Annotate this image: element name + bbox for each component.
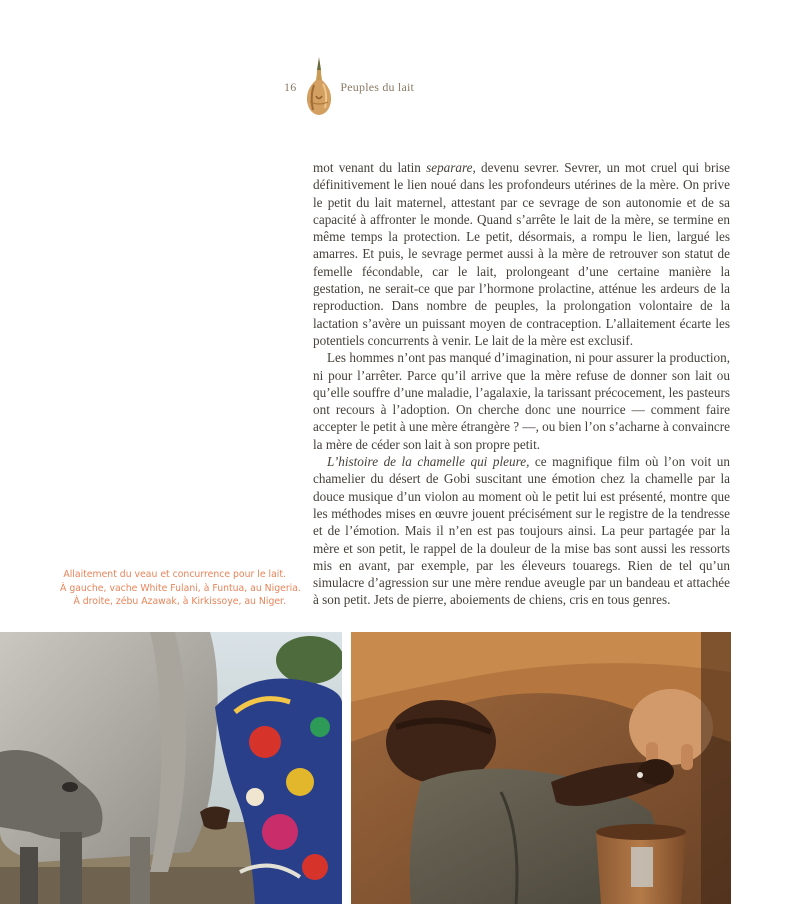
gourd-icon xyxy=(304,56,334,118)
page-number: 16 xyxy=(284,79,297,94)
photo-caption xyxy=(60,568,301,609)
paragraph-2: Les hommes n’ont pas manqué d’imagination, ni pour assurer la production, ni pour l’arrêter. Parce qu’il arrive que la mère refuse de donner son lait ou qu’elle souffre d’une maladie, l’agalaxie, la tarissant précocement, les pasteurs ont recours à l’adoption. On cherche donc une nourrice — comment faire accepter le petit à une mère étrangère ? —, ou bien l’on s’acharne à convaincre la mère de céder son lait à son propre petit. xyxy=(313,350,731,452)
paragraph-3-rest: ce magnifique film où l’on voit un chamelier du désert de Gobi suscitant une émotion chez la chamelle par la douce musique d’un violon au moment où le petit lui est présenté, montre que les méthodes mises en œuvre jouent précisément sur le registre de la tendresse et de l’émotion. Mais il n’en est pas toujours ainsi. La peur partagée par la mère et son petit, le rappel de la douleur de la mise bas sont aussi les ressorts mis en avant, par exemple, par les éleveurs touaregs. Rien de tel qu’un simulacre d’agression sur une mère rendue aveugle par un bandeau et attachée à son petit. Jets de pierre, aboiements de chiens, cris en tous genres. xyxy=(313,454,730,608)
body-text xyxy=(313,159,730,609)
film-title: L’histoire de la chamelle qui pleure, xyxy=(327,454,530,470)
paragraph-1-italic: separare, xyxy=(426,160,476,175)
caption-line-1: Allaitement du veau et concurrence pour le lait. xyxy=(63,569,286,580)
photo-white-fulani-cow xyxy=(0,632,342,904)
paragraph-1-rest: devenu sevrer. Sevrer, un mot cruel qui brise définitivement le lien noué dans les profondeurs utérines de la mère. On prive le petit du lait maternel, attestant par ce sevrage de son autonomie et de sa capacité à affronter le monde. Quand s’arrête le lait de la mère, se termine en même temps la protection. Le petit, désormais, a rompu le lien, largué les amarres. Et puis, le sevrage permet aussi à la mère de retrouver son statut de femelle fécondable, car le lait, prolongeant d’une certaine manière la gestation, ne serait-ce que par l’hormone prolactine, atténue les ardeurs de la reproduction. Dans nombre de peuples, la prolongation volontaire de la lactation s’avère un puissant moyen de contraception. L’allaitement écarte les potentiels concurrents à venir. Le lait de la mère est exclusif. xyxy=(313,160,730,348)
page-header xyxy=(284,56,414,118)
caption-line-2: À gauche, vache White Fulani, à Funtua, au Nigeria. xyxy=(60,582,301,594)
caption-line-3: À droite, zébu Azawak, à Kirkissoye, au Niger. xyxy=(73,596,286,607)
photo-azawak-zebu xyxy=(351,632,731,904)
paragraph-1 xyxy=(313,159,730,349)
running-title: Peuples du lait xyxy=(340,79,415,94)
paragraph-1-lead: mot venant du latin xyxy=(313,160,427,175)
paragraph-3 xyxy=(313,453,730,609)
